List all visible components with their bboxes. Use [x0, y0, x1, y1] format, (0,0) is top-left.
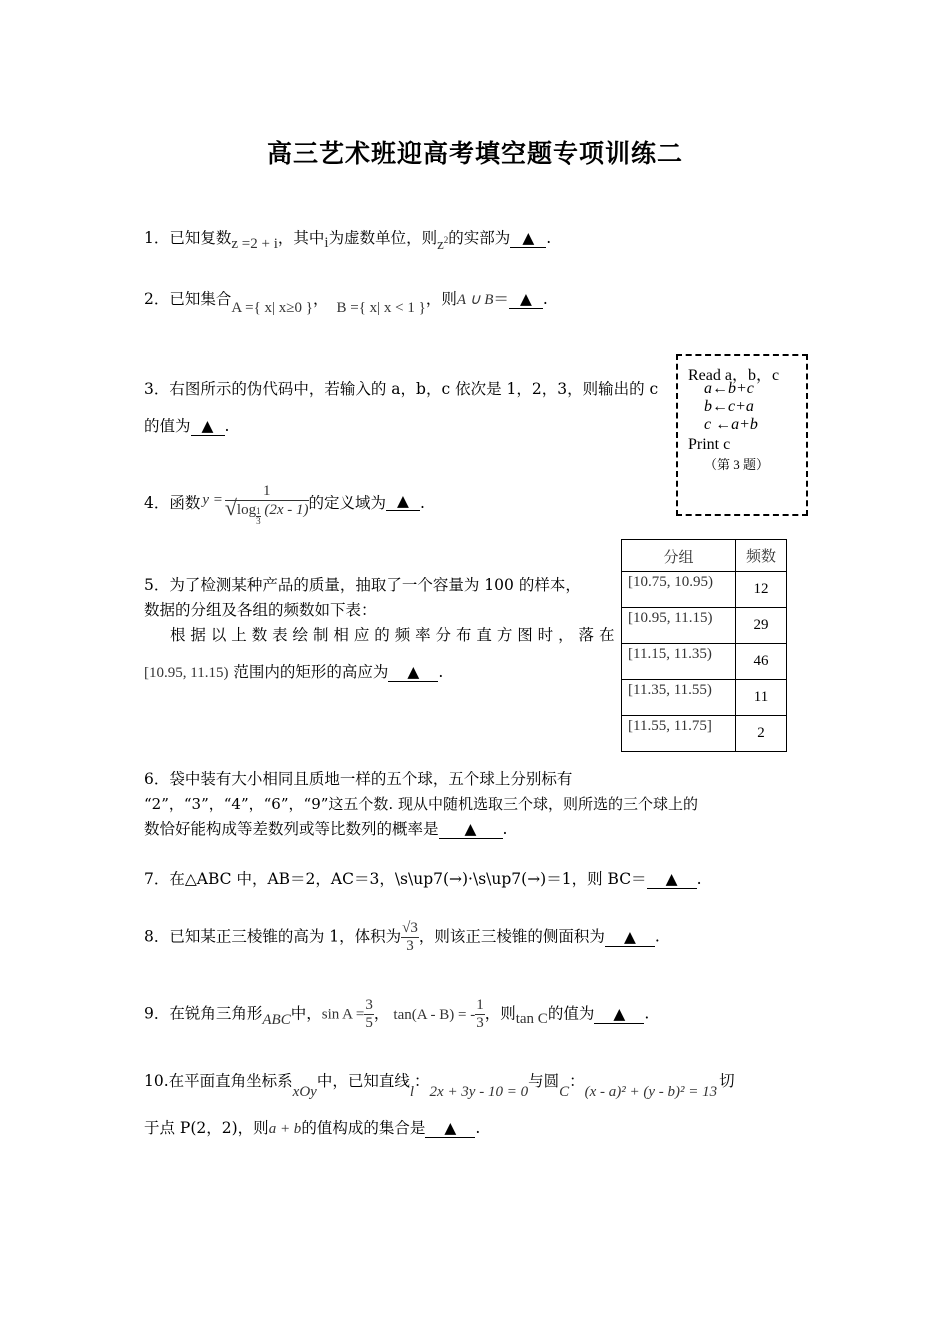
q9-comma: ， [373, 1004, 390, 1023]
pseudo-code-box [676, 354, 808, 516]
q8-text-2: ，则该正三棱锥的侧面积为 [418, 927, 605, 946]
q6-period: . [502, 820, 508, 838]
q5-interval: [10.95, 11.15) [144, 665, 229, 681]
q9-abc: ABC [262, 1011, 291, 1028]
code-line-print: Print c [688, 436, 731, 453]
q4-log: log [236, 502, 257, 518]
q1-sup: 2 [443, 235, 449, 245]
table-header-frequency: 频数 [736, 540, 787, 572]
q9-sin-a: sin A = [321, 1006, 365, 1023]
q9-answer-blank[interactable]: ▲ [594, 1005, 644, 1024]
table-row [622, 644, 787, 680]
table-cell-group: [10.95, 11.15) [622, 608, 736, 644]
q8-fraction [401, 920, 419, 955]
q1-expr-z: z =2 + i [231, 236, 278, 252]
q9-text-3: ，则 [484, 1004, 516, 1023]
q9-tan-c: tan C [515, 1010, 548, 1027]
table-cell-group: [10.75, 10.95) [622, 572, 736, 608]
q2-comma: ， [313, 290, 329, 308]
q1-expr-i: i [324, 235, 329, 251]
table-cell-frequency: 12 [736, 572, 787, 608]
q10-text-1: 在平面直角坐标系 [168, 1072, 293, 1090]
q10-text-4: 切 [719, 1072, 735, 1090]
question-8 [144, 920, 660, 955]
question-7 [144, 868, 702, 890]
q10-text-6: 的值构成的集合是 [301, 1119, 426, 1137]
table-row [622, 608, 787, 644]
table-header-group: 分组 [622, 540, 736, 572]
q4-text-2: 的定义域为 [308, 494, 387, 512]
q5-text-1: 为了检测某种产品的质量，抽取了一个容量为 100 的样本， [169, 576, 581, 594]
q1-expr-z2 [437, 237, 448, 253]
question-3-line-2 [144, 415, 229, 437]
question-9 [144, 997, 649, 1032]
q8-period: . [654, 927, 660, 946]
table-cell-group: [11.15, 11.35) [622, 644, 736, 680]
q10-number: 10. [144, 1072, 169, 1090]
table-cell-frequency: 2 [736, 716, 787, 752]
question-5-line-4 [144, 661, 443, 684]
q6-number: 6． [144, 770, 170, 788]
q8-numerator: √3 [402, 920, 418, 936]
question-6-line-1 [144, 768, 572, 790]
question-10-line-1 [144, 1070, 735, 1100]
q9-f2-numerator: 1 [476, 997, 484, 1013]
q10-text-5: 于点 P(2，2)，则 [144, 1119, 269, 1137]
q10-period: . [475, 1119, 481, 1137]
q9-f2-denominator: 3 [476, 1015, 484, 1031]
q8-denominator: 3 [406, 938, 414, 954]
q4-number: 4． [144, 494, 170, 512]
q3-answer-blank[interactable]: ▲ [191, 417, 225, 436]
question-10-line-2 [144, 1117, 480, 1140]
q4-fraction [224, 482, 309, 527]
q2-period: . [542, 290, 548, 308]
q5-text-4: 范围内的矩形的高应为 [233, 663, 389, 681]
q4-arg: (2x - 1) [264, 502, 309, 518]
q5-answer-blank[interactable]: ▲ [388, 663, 438, 682]
question-1 [144, 223, 552, 253]
q1-number: 1． [144, 229, 170, 247]
frequency-table [621, 539, 787, 752]
question-2 [144, 288, 548, 316]
q4-base-n: 1 [256, 506, 261, 517]
q4-denominator: √ log $\frac{1}{3}$ (2x - 1) [224, 495, 309, 527]
q1-text-4: 的实部为 [448, 229, 511, 247]
q9-f1-denominator: 5 [365, 1015, 373, 1031]
q3-line-1: 右图所示的伪代码中，若输入的 a，b，c 依次是 1，2，3，则输出的 c [169, 380, 659, 398]
q10-answer-blank[interactable]: ▲ [425, 1119, 475, 1138]
q7-period: . [696, 870, 702, 888]
code-line-c: c ←a+b [704, 416, 758, 433]
table-cell-frequency: 29 [736, 608, 787, 644]
q2-union: A ∪ B [456, 292, 494, 308]
q7-number: 7． [144, 870, 170, 888]
q3-number: 3． [144, 380, 170, 398]
q2-text-2: ，则 [425, 290, 457, 308]
q3-period: . [224, 417, 230, 435]
q8-answer-blank[interactable]: ▲ [605, 928, 655, 947]
table-header-row [622, 540, 787, 572]
page-title: 高三艺术班迎高考填空题专项训练二 [266, 139, 683, 168]
q10-text-3: 与圆 [528, 1072, 560, 1090]
q9-text-4: 的值为 [547, 1004, 595, 1023]
q2-set-a: A ={ x| x≥0 } [231, 300, 313, 316]
question-6-line-2: “2”，“3”，“4”，“6”，“9”这五个数. 现从中随机选取三个球，则所选的三个球上的 [144, 795, 698, 813]
q10-colon-2: ： [569, 1072, 585, 1090]
q10-a-plus-b: a + b [268, 1121, 302, 1137]
q1-text-2: ，其中 [277, 229, 325, 247]
q9-number: 9． [144, 1004, 170, 1023]
q1-text-1: 已知复数 [169, 229, 232, 247]
q9-fraction-2 [475, 997, 485, 1032]
q1-period: . [546, 229, 552, 247]
question-6-line-3 [144, 818, 507, 840]
q6-answer-blank[interactable]: ▲ [439, 820, 503, 839]
q9-period: . [644, 1004, 650, 1023]
q10-line-equation: 2x + 3y - 10 = 0 [429, 1084, 529, 1100]
q4-answer-blank[interactable]: ▲ [386, 492, 420, 511]
code-line-b: b←c+a [704, 398, 754, 415]
code-line-a: a←b+c [704, 380, 754, 397]
q4-period: . [420, 494, 425, 512]
q10-colon-1: ： [414, 1072, 430, 1090]
q2-set-b: B ={ x| x < 1 } [336, 300, 426, 316]
question-5-line-1 [144, 574, 581, 596]
q9-tan-expr: tan(A - B) = - [393, 1006, 476, 1023]
table-row [622, 716, 787, 752]
q10-c: C [559, 1084, 570, 1100]
q8-number: 8． [144, 927, 170, 946]
q4-base-d: 3 [256, 516, 261, 527]
q3-text: 的值为 [144, 417, 191, 435]
q9-fraction-1 [364, 997, 374, 1032]
q10-circle-equation: (x - a)² + (y - b)² = 13 [584, 1084, 718, 1100]
q5-period: . [438, 663, 444, 681]
q7-text: 在△ABC 中，AB＝2，AC＝3，\s\up7(→)·\s\up7(→)＝1，则 BC＝ [169, 870, 647, 888]
q2-eq: ＝ [493, 290, 509, 308]
q9-text-2: 中， [290, 1004, 322, 1023]
question-5-line-2: 数据的分组及各组的频数如下表： [144, 601, 377, 619]
code-line-read: Read a，b，c [688, 367, 780, 384]
q4-y: y = [202, 492, 223, 508]
q1-text-3: 为虚数单位，则 [328, 229, 438, 247]
q6-text-1: 袋中装有大小相同且质地一样的五个球，五个球上分别标有 [169, 770, 573, 788]
code-caption: （第 3 题） [704, 457, 770, 472]
q9-text-1: 在锐角三角形 [169, 1004, 263, 1023]
question-4 [144, 482, 425, 538]
q4-text-1: 函数 [169, 494, 201, 512]
table-row [622, 572, 787, 608]
q2-text-1: 已知集合 [169, 290, 232, 308]
q10-text-2: 中，已知直线 [316, 1072, 410, 1090]
q9-f1-numerator: 3 [365, 997, 373, 1013]
table-cell-group: [11.35, 11.55) [622, 680, 736, 716]
question-5-line-3: 根 据 以 上 数 表 绘 制 相 应 的 频 率 分 布 直 方 图 时 ， 落 在 [170, 626, 615, 644]
q2-answer-blank[interactable]: ▲ [509, 290, 543, 309]
table-cell-frequency: 46 [736, 644, 787, 680]
q7-answer-blank[interactable]: ▲ [647, 870, 697, 889]
table-cell-frequency: 11 [736, 680, 787, 716]
q10-xoy: xOy [292, 1084, 317, 1100]
q1-answer-blank[interactable]: ▲ [510, 229, 546, 248]
table-row [622, 680, 787, 716]
q8-text-1: 已知某正三棱锥的高为 1，体积为 [169, 927, 402, 946]
table-cell-group: [11.55, 11.75] [622, 716, 736, 752]
q4-numerator: 1 [225, 482, 309, 501]
q1-z: z [437, 237, 444, 253]
q2-number: 2． [144, 290, 170, 308]
q5-number: 5． [144, 576, 170, 594]
question-3 [144, 378, 658, 400]
q6-text-3: 数恰好能构成等差数列或等比数列的概率是 [144, 820, 439, 838]
q10-l: l [409, 1084, 415, 1100]
